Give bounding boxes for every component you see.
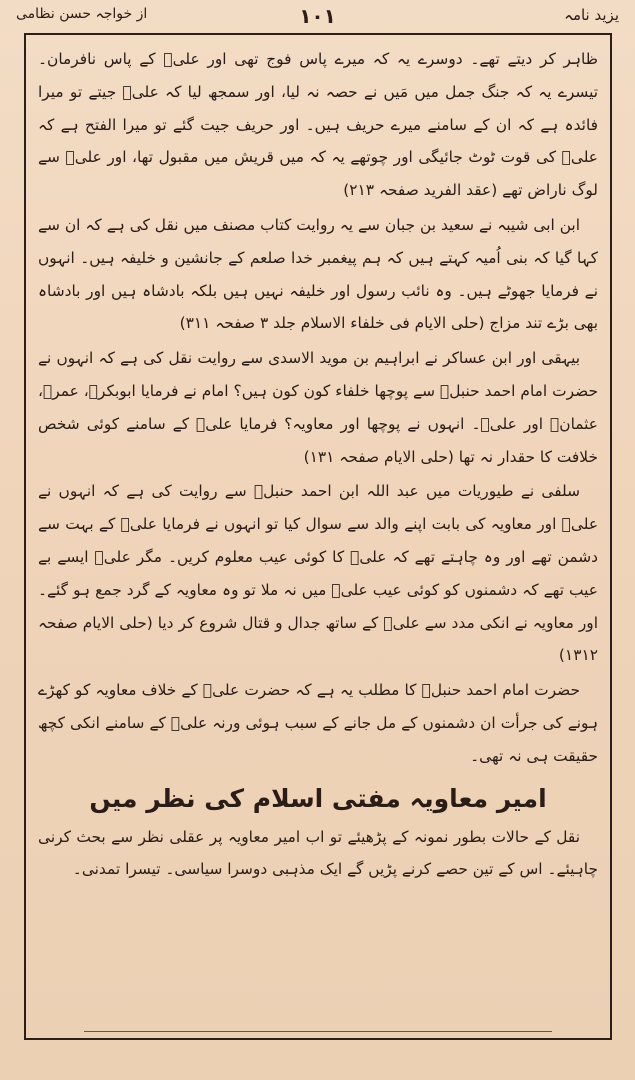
running-head: [16, 4, 619, 30]
paragraph-2: ابن ابی شیبہ نے سعید بن جبان سے یہ روایت کتاب مصنف میں نقل کی ہے کہ ان سے کہا گیا کہ بنی اُمیہ کہتے ہیں کہ ہم پیغمبر خدا صلعم کے جانشین و خلیفہ ہیں۔ انہوں نے فرمایا جھوٹے ہیں۔ وہ نائب رسول اور خلیفہ نہیں ہیں بلکہ بادشاہ ہیں اور بادشاہ بھی بڑے تند مزاج (حلی الایام فی خلفاء الاسلام جلد ۳ صفحہ ۳۱۱): [38, 215, 598, 333]
closing-paragraph: نقل کے حالات بطور نمونہ کے پڑھیئے تو اب امیر معاویہ پر عقلی نظر سے بحث کرنی چاہیئے۔ اس کے تین حصے کرنے پڑیں گے ایک مذہبی دوسرا سیاسی۔ تیسرا تمدنی۔: [38, 827, 598, 879]
page-number: ۱۰۱: [299, 4, 336, 28]
section-heading: امیر معاویہ مفتی اسلام کی نظر میں: [89, 783, 547, 813]
paragraph-3: بیہقی اور ابن عساکر نے ابراہیم بن موید الاسدی سے روایت نقل کی ہے کہ انہوں نے حضرت امام احمد حنبلؒ سے پوچھا خلفاء کون کون ہیں؟ امام نے فرمایا ابوبکرؓ، عمرؓ، عثمانؓ اور علیؓ۔ انہوں نے پوچھا اور معاویہ؟ فرمایا علیؓ کے سامنے کوئی شخص خلافت کا حقدار نہ تھا (حلی الایام صفحہ ۱۳۱): [38, 349, 598, 466]
paragraph-1: ظاہر کر دیتے تھے۔ دوسرے یہ کہ میرے پاس فوج تھی اور علیؓ کے پاس نافرمان۔ تیسرے یہ کہ جنگ جمل میں مَیں نے حصہ نہ لیا، اور سمجھ لیا کہ علیؓ جیتے تو میرا فائدہ ہے کہ ان کے سامنے میرے حریف ہیں۔ اور حریف جیت گئے تو میرا الفتح ہے کہ علیؓ کی قوت ٹوٹ جائیگی اور چوتھے یہ کہ میں قریش میں مقبول تھا، اور علیؓ سے لوگ ناراض تھے (عقد الفرید صفحہ ۲۱۳): [38, 50, 598, 200]
bottom-divider: [84, 1031, 551, 1032]
book-title: یزید نامہ: [564, 6, 619, 24]
paragraph-4: سلفی نے طیوریات میں عبد اللہ ابن احمد حنبلؒ سے روایت کی ہے کہ انہوں نے علیؓ اور معاویہ کی بابت اپنے والد سے سوال کیا تو انہوں نے فرمایا علیؓ کے بہت سے دشمن تھے اور وہ چاہتے تھے کہ علیؓ کا کوئی عیب معلوم کریں۔ مگر علیؓ ایسے بے عیب تھے کہ دشمنوں کو کوئی عیب علیؓ میں نہ ملا تو وہ معاویہ کے گرد جمع ہو گئے۔ اور معاویہ نے انکی مدد سے علیؓ کے ساتھ جدال و قتال شروع کر دیا (حلی الایام صفحہ ۱۳۱۲): [38, 482, 598, 665]
body-text: [38, 43, 598, 886]
author-name: از خواجہ حسن نظامی: [16, 6, 148, 22]
text-frame: [24, 33, 612, 1040]
paragraph-5: حضرت امام احمد حنبلؒ کا مطلب یہ ہے کہ حضرت علیؓ کے خلاف معاویہ کو کھڑے ہونے کی جرأت ان دشمنوں کے مل جانے کے سبب ہوئی ورنہ علیؓ کے سامنے انکی کچھ حقیقت ہی نہ تھی۔: [38, 681, 598, 765]
